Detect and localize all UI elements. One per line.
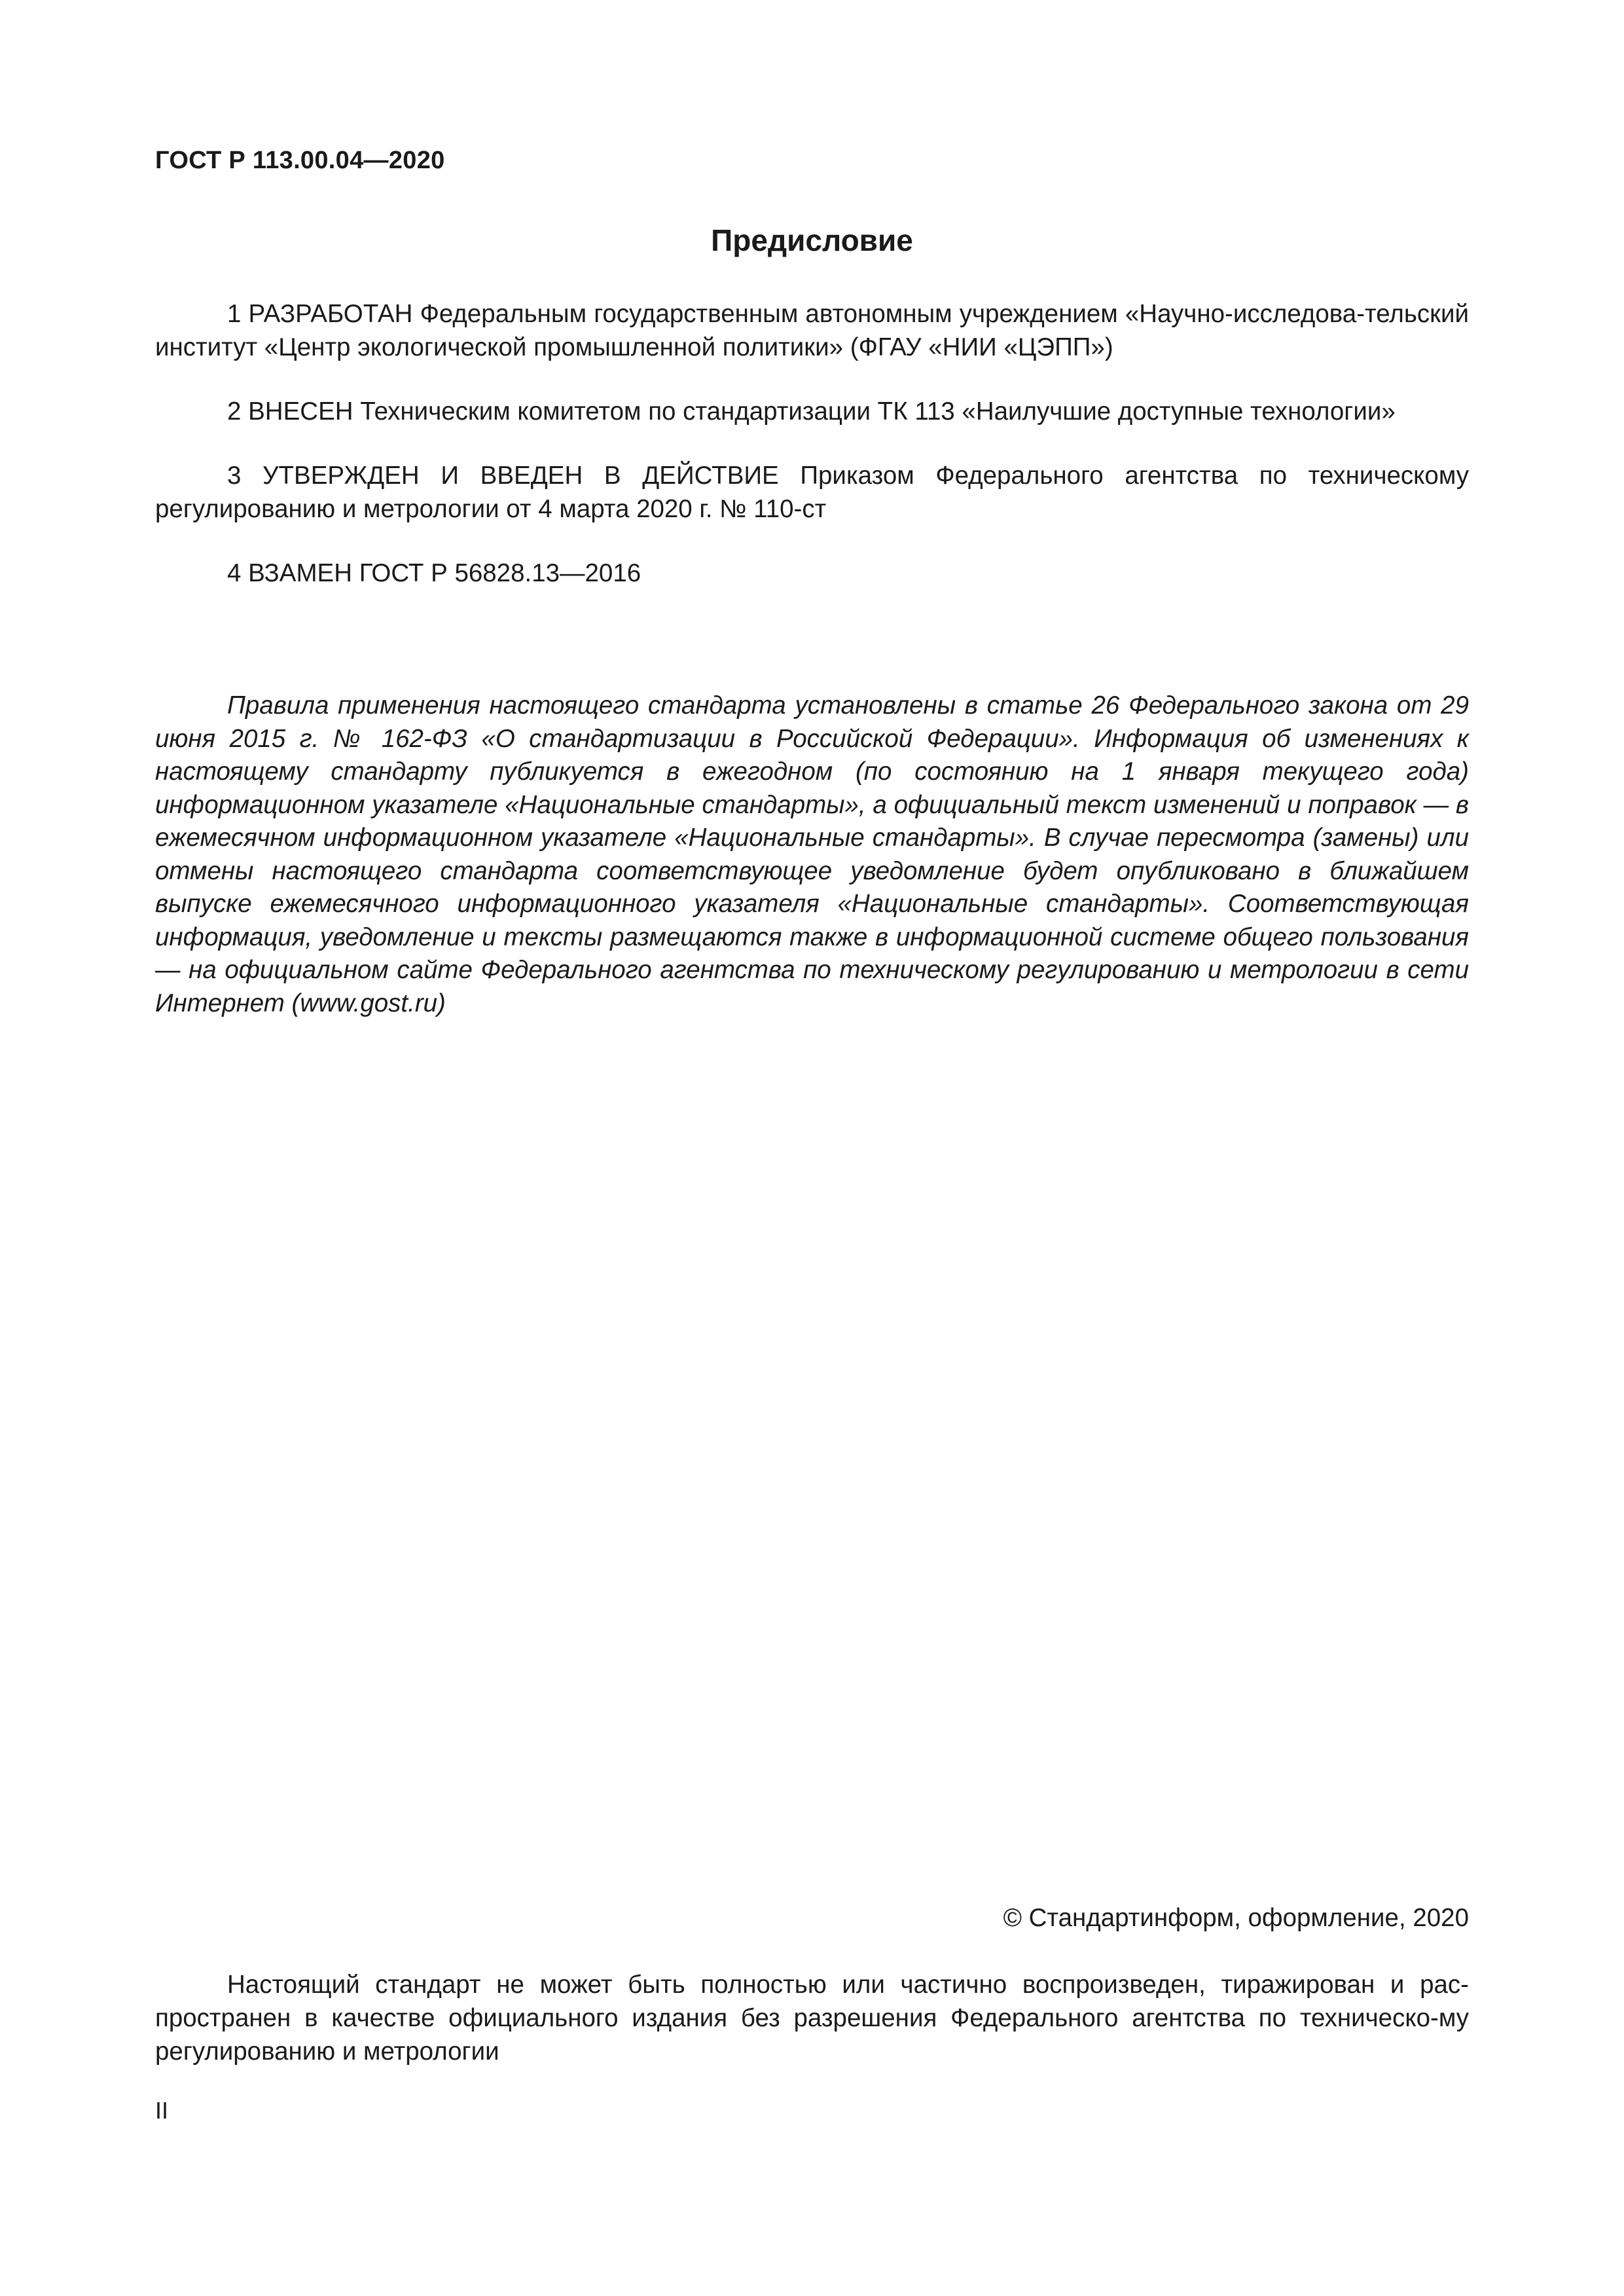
foreword-item-3 <box>155 459 1469 526</box>
document-code: ГОСТ Р 113.00.04—2020 <box>155 147 445 174</box>
foreword-item-2 <box>155 395 1469 428</box>
foreword-item-1-text: 1 РАЗРАБОТАН Федеральным государственным автономным учреждением «Научно-исследова-тельский институт «Центр экологической промышленной политики» (ФГАУ «НИИ «ЦЭПП») <box>155 300 1469 361</box>
foreword-item-1 <box>155 297 1469 364</box>
page-title: Предисловие <box>711 223 913 257</box>
foreword-item-2-text: 2 ВНЕСЕН Техническим комитетом по стандартизации ТК 113 «Наилучшие доступные технологии» <box>227 397 1396 426</box>
page-number: II <box>155 2097 169 2124</box>
application-rules-notice <box>155 689 1469 1020</box>
application-rules-notice-text: Правила применения настоящего стандарта установлены в статье 26 Федерального закона от 29 июня 2015 г. № 162-ФЗ «О стандартизации в Российской Федерации». Информация об изменениях к настоящему стандарту публикуется в ежегодном (по состоянию на 1 января текущего года) информационном указателе «Национальные стандарты», а официальный текст изменений и поправок — в ежемесячном информационном указателе «Национальные стандарты». В случае пересмотра (замены) или отмены настоящего стандарта соответствующее уведомление будет опубликовано в ближайшем выпуске ежемесячного информационного указателя «Национальные стандарты». Соответствующая информация, уведомление и тексты размещаются также в информационной системе общего пользования — на официальном сайте Федерального агентства по техническому регулированию и метрологии в сети Интернет (www.gost.ru) <box>155 691 1469 1017</box>
copyright-line: © Стандартинформ, оформление, 2020 <box>1003 1904 1469 1932</box>
reproduction-notice <box>155 1968 1469 2068</box>
foreword-item-4-text: 4 ВЗАМЕН ГОСТ Р 56828.13—2016 <box>227 559 641 587</box>
reproduction-notice-text: Настоящий стандарт не может быть полностью или частично воспроизведен, тиражирован и рас-пространен в качестве официального издания без разрешения Федерального агентства по техническо-му регулированию и метрологии <box>155 1971 1469 2066</box>
foreword-item-3-text: 3 УТВЕРЖДЕН И ВВЕДЕН В ДЕЙСТВИЕ Приказом Федерального агентства по техническому регулированию и метрологии от 4 марта 2020 г. № 110-ст <box>155 462 1469 523</box>
foreword-item-4 <box>155 556 1469 590</box>
